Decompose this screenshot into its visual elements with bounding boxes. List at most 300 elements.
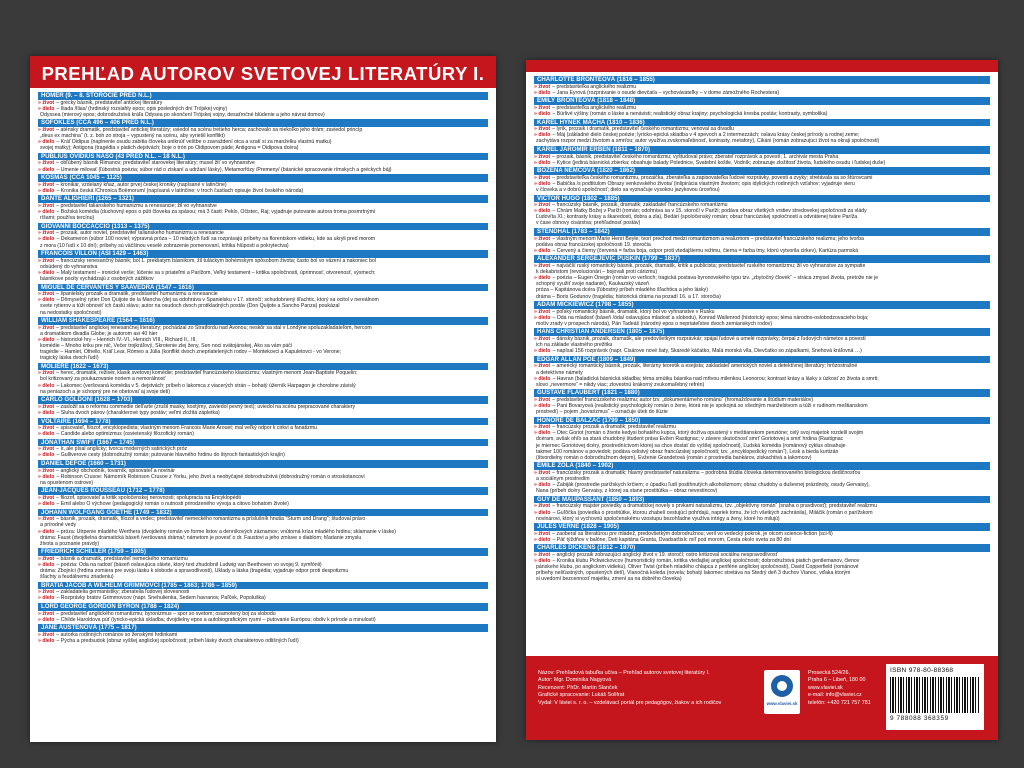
author-entry (534, 417, 990, 461)
line-text: básnikove pocity vychádzajú z osobných zážitkov (40, 276, 154, 283)
author-heading: ADAM MICKIEWICZ (1798 – 1855) (534, 301, 990, 309)
line-text: bol kritizovaný za poukazovanie noriem a nemorálnosť (40, 376, 166, 383)
line-text: „deus ex machina“ (t. z. boh zo stroja – vypustený na scénu, aby vyriešil konflikt) (40, 133, 225, 140)
line-text: – autorka rodinných románov so ženskými hrdinkami (56, 631, 178, 638)
address-line: Prosecká 524/26, (808, 670, 850, 676)
line-marker: » dielo (534, 558, 551, 565)
line-text: – Otec Goriot (román o živote kedysi bohatého kupca, ktorý dožíva opustený v meštianskom penzióne; celý svoj majetok rozdelil svojim (552, 430, 864, 437)
address-line: www.vlaviei.sk (808, 684, 843, 691)
line-text: slovo „nevermore“ = nikdy viac; zlovestnú krákorný zvukomaľebný refrén) (536, 381, 705, 388)
publisher-logo (764, 670, 800, 714)
line-text: – poľský romantický básnik, dramatik, ktorý bol vo vyhnanstve v Rusku (552, 308, 715, 315)
line-marker: » dielo (38, 528, 55, 535)
line-text: na nedostatky spoločnosti) (40, 309, 102, 316)
line-text: – Robinson Crusoe: Námorník Robinson Crusoe z Yorku, jeho život a neobyčajné dobrodružstvá (dobrodružný román o stroskotancovi (56, 473, 365, 480)
author-entry (534, 255, 990, 299)
line-text: Odyssea (mierový epos; dobrodružstvá kráľa Odysea po skončení Trójskej vojny, desaťročné blúdenie a jeho návrat domov) (40, 111, 325, 118)
line-text: – vlastným menom Marie Henri Beyle; tvorí prechod medzi romantizmom a realizmom – predstaviteľ francúzskeho realizmu; jeho tvorba (552, 235, 864, 242)
author-entry (38, 195, 488, 221)
entry-line (38, 188, 488, 194)
line-text: podáva obraz francúzskej spoločnosti 19. storočia (536, 241, 651, 248)
author-heading: EMILY BRONTËOVÁ (1818 – 1848) (534, 97, 990, 105)
line-text: života a poznanie pravdy) (40, 540, 100, 547)
line-text: – francúzsky prozaik a dramatik; hlavný predstaviteľ naturalizmu – podrobná štúdia človeka determinovaného biologickou dedičnosťou (552, 469, 861, 476)
line-marker: » život (38, 324, 55, 331)
footer-address (808, 670, 888, 707)
line-text: – francúzsky básnik, prozaik, dramatik; zakladateľ francúzskeho romantizmu (552, 202, 728, 209)
author-heading: FRANCOIS VILLON (ASI 1429 – 1463) (38, 250, 488, 258)
line-text: – kronikár, vzdelaný kňaz, autor prvej českej kroniky (napísané v latinčine) (56, 181, 227, 188)
line-text: – francúzsky prozaik a dramatik; predstaviteľ realizmu (552, 424, 676, 431)
line-text: – prozaik, básnik, predstaviteľ českého romantizmu; vyštudoval právo; zberateľ rozprávok a povestí; 1. archivár mesta Praha (552, 153, 839, 160)
line-marker: » život (534, 174, 551, 181)
right-entries (526, 72, 998, 656)
line-text: svojej matky); Antigona (tragédia v piatich dejstvách; boje o trón po Oidipovom páde; Antigona = Oidipova dcéra) (40, 145, 299, 152)
author-heading: CHARLOTTE BRONTËOVÁ (1816 – 1855) (534, 76, 990, 84)
author-heading: STENDHAL (1783 – 1842) (534, 228, 990, 236)
line-text: – Päť týždňov v balóne, Deti kapitána Granta, Dvadsaťtisíc míľ pod morom, Cesta okolo sveta za 80 dní (552, 536, 791, 543)
line-text: ríšami; používa tercínu) (40, 215, 95, 222)
line-marker: » život (38, 446, 55, 453)
line-text: Ľudovíta XI.; kontrasty krásy a škaredosti, dobra a zla), Bedári (spoločenský román; obraz francúzskej spoločnosti a odvrátenej tváre Paríža (536, 214, 858, 221)
line-text: – predstaviteľka českého romantizmu, prozaička, zberateľka a zapisovateľka ľudové rozprávky, povesti a zvyky; stretávala sa so štúrovcami (552, 174, 873, 181)
line-marker: » život (38, 403, 55, 410)
isbn: ISBN 978-80-88368 (890, 667, 954, 674)
entry-line (534, 488, 990, 494)
author-entry (38, 119, 488, 151)
entry-line (534, 294, 990, 300)
line-text: na peniazoch a je schopný pre ne obetovať aj svoje deti) (40, 388, 170, 395)
line-text: k dekabristom (revolucionári – bojovali proti cárizmu) (536, 269, 658, 276)
line-marker: » život (38, 467, 55, 474)
line-marker: » život (38, 516, 55, 523)
line-text: – predstaviteľ anglickej renesančnej literatúry; pochádzal zo Stratfordu nad Avonou; neskôr sa stal v Londýne spoluzakladateľom, hercom (56, 324, 372, 331)
author-heading: CHARLES DICKENS (1812 – 1870) (534, 544, 990, 552)
line-marker: » život (534, 235, 551, 242)
author-heading: KAREL HYNEK MÁCHA (1810 – 1836) (534, 119, 990, 127)
line-text: – anglický obchodník, tovarník, spisovateľ a novinár (56, 467, 176, 474)
line-marker: » dielo (38, 139, 55, 146)
line-text: a prírodné vedy (40, 522, 77, 529)
line-text: si uvedomí bezcennosť majetku, zmení sa na dobrého človeka) (536, 576, 682, 583)
author-heading: GIOVANNI BOCCACCIO (1313 – 1375) (38, 223, 488, 231)
footer-line: Grafické spracovanie: Lukáš Sollfrat (538, 692, 625, 699)
line-marker: » život (534, 424, 551, 431)
line-marker: » život (534, 104, 551, 111)
line-text: – zakladatelia germanistiky; zberatelia ľudovej slovesnosti (56, 589, 190, 596)
line-marker: » život (38, 126, 55, 133)
entry-line (534, 409, 990, 415)
author-entry (534, 462, 990, 494)
left-entries (30, 88, 496, 742)
line-marker: » dielo (534, 275, 551, 282)
line-text: – Chrám Matky Božej v Paríži (román; odohráva sa v 15. storočí v Paríži; podáva obraz všetkých vrstiev stredovekej spoločnosti za vlády (552, 208, 867, 215)
address-line: e-mail: info@vlaviei.cz (808, 692, 862, 699)
line-marker: » život (38, 555, 55, 562)
author-entry (38, 223, 488, 249)
author-entry (534, 167, 990, 193)
line-text: – Červený a čierny (červená = farba boja, odpor proti vtedajšiemu režimu, čierna = farba tmy, ktorú vytvorila cirkev), Kartúza parmská (552, 247, 858, 254)
author-entry (38, 174, 488, 194)
author-entry (534, 195, 990, 227)
line-marker: » život (38, 181, 55, 188)
line-text: – Malý testament – ironické verše; lúčenie sa s priateľmi a Parížom, Veľký testament – kritika spoločnosti, úprimnosť, otvorenosť, výsmech; (56, 269, 376, 276)
line-text: pánskeho klubu, po anglickom vidieku), Oliver Twist (príbeh mladého chlapca z periférie anglickej spoločnosti), David Copperfield (románové (536, 564, 859, 571)
line-text: prostredí) – pojem „bovarizmus“ – označuje útek do ilúzie (536, 409, 668, 416)
author-heading: EDGAR ALLAN POE (1809 – 1849) (534, 356, 990, 364)
author-heading: FRIEDRICH SCHILLER (1759 – 1805) (38, 548, 488, 556)
line-text: a sociálnym prostredím (536, 476, 590, 483)
entry-line (38, 355, 488, 361)
line-text: – Božská komédia (duchovný epos o púti človeka za spásou; má 3 časti: Peklo, Očistec, Raj; vyjadruje putovanie autora troma posmrtnými (56, 209, 376, 216)
line-marker: » dielo (534, 509, 551, 516)
line-text: na opustenom ostrove) (40, 479, 94, 486)
line-marker: » dielo (38, 473, 55, 480)
line-text: – Emil alebo O výchove (pedagogický román o nutnosti prirodzeného vývoja a citovo bohatom živote) (56, 501, 289, 508)
line-marker: » život (38, 425, 55, 432)
line-text: ich na základe vlastného prežitku (536, 342, 613, 349)
line-text: schopný využiť svoje nadanie), Kaukazský väzeň (536, 281, 649, 288)
author-heading: VOLTAIRE (1694 – 1778) (38, 418, 488, 426)
author-heading: WILLIAM SHAKESPEARE (1564 – 1616) (38, 317, 488, 325)
entry-line (38, 638, 488, 644)
line-text: motív zrady v prospech národa), Pán Tadeáš (národný epos o nepriateľstve dvoch zemianskych rodov) (536, 320, 773, 327)
line-text: – Óda na mladosť (báseň /óda/ oslavujúca mladosť a slobodu), Konrad Wallenrod (historický epos; téma národno-oslobodzovacieho boja; (552, 314, 869, 321)
line-text: – Kronika klubu Pickwickovcov (humoristický román, kritika vtedajšej anglickej spoločnosti; dobrodružstvá piatich gentlemanov, členov (552, 558, 860, 565)
author-entry (38, 603, 488, 623)
line-text: – Zabiják (prostredie parížskych krčiem; o úpadku ľudí postihnutých alkoholizmom; obraz chudoby a duševnej prázdnoty, osudy Gervaisy), (552, 482, 870, 489)
line-marker: » dielo (38, 236, 55, 243)
footer-line: Vydal: V láviei s. r. o. – vzdelávací portál pre pedagógov, žiakov a ich rodičov (538, 699, 722, 706)
line-text: próza – Kapitánova dcéra (ľúbostný príbeh mladého šľachtica a jeho lásky) (536, 287, 709, 294)
line-text: a detektívne námety (536, 369, 583, 376)
line-marker: » dielo (38, 595, 55, 602)
footer-line: Názov: Prehľadová tabuľka učiva – Prehľad autorov svetovej literatúry I. (538, 670, 710, 676)
entry-line (38, 167, 488, 173)
line-text: – Havran (baladická básnická skladba; téma smútku básnika nad mŕtvou milenkou Leonorou; kontrast krásy a lásky s úzkosť zo života a smrti; (552, 375, 879, 382)
line-text: novinárovi, ktorý si vychovnú spoločenskému vzostupu bezohľadne využíva intrigy a ženy, ktoré ho milujú) (536, 515, 780, 522)
author-heading: HANS CHRISTIAN ANDERSEN (1805 – 1875) (534, 328, 990, 336)
line-text: – grécky básnik, predstaviteľ antickej literatúry (56, 99, 163, 106)
entry-line (534, 248, 990, 254)
line-text: – predstaviteľ talianskeho humanizmu a renesancie; žil vo vyhnanstve (56, 203, 217, 209)
line-text: – predstaviteľ anglického romantizmu; byronizmus – spor so svetom; osamotený boj za slobodu (56, 610, 276, 617)
line-marker: » život (38, 99, 55, 106)
entry-line (534, 348, 990, 354)
line-marker: » život (38, 291, 55, 298)
line-text: – dánsky básnik, prozaik, dramatik, ale predovšetkým rozprávkár; spájal ľudové a umelé rozprávky; čerpal z ľudových námetov a povestí (552, 336, 866, 343)
author-entry (534, 544, 990, 582)
line-marker: » dielo (534, 482, 551, 489)
line-text: – Gulliverove cesty (dobrodružný román; putovanie hlavného hrdinu do štyroch fantastických krajín) (56, 452, 285, 459)
line-marker: » dielo (38, 105, 55, 112)
line-text: – zasložil sa o reformu commedie dell'arte (zrušil masky, kostýmy, zaviedol pevný text); uviedol na scénu prepracované charaktery (56, 403, 356, 410)
footer-info (538, 670, 756, 707)
line-text: – Pani Bovaryová (realistický psychologický román o žene, ktorá nie je spokojná so všedným manželstvom a túži v rudinom meštianskom (552, 403, 868, 409)
line-marker: » dielo (534, 89, 551, 96)
line-marker: » dielo (534, 159, 551, 166)
line-marker: » dielo (38, 297, 55, 304)
line-text: – prozaik, autor noviel, predstaviteľ talianskeho humanizmu a renesancie (56, 230, 224, 237)
author-heading: JULES VERNE (1828 – 1905) (534, 523, 990, 531)
author-heading: LORD GEORGE GORDON BYRON (1788 – 1824) (38, 603, 488, 611)
line-marker: » dielo (534, 375, 551, 382)
line-text: Nana (príbeh dcéry Gervaisy, z ktorej sa stane prostitútka – obraz nevestincov) (536, 488, 718, 495)
line-text: – Candide alebo optimizmus (osvietenský filozofický román) (56, 431, 194, 438)
line-text: – predstaviteľ francúzskeho realizmu; autor tzv. „dokumentárneho románu“ (hromaždovanie a štúdium materiálov) (552, 396, 814, 403)
line-marker: » život (534, 153, 551, 160)
line-text: zachytáva rozpor medzi životom a smrťou; autor využíva zvukomaľebnosť, kontrasty, metafory), Cikáni (román zobrazujúci život na okraji spoločnosti) (536, 138, 880, 145)
author-heading: ALEXANDER SERGEJEVIČ PUŠKIN (1799 – 1837) (534, 255, 990, 263)
line-marker: » dielo (534, 110, 551, 117)
line-text: – predstaviteľka anglického realizmu (552, 104, 637, 111)
line-text: – zaoberal sa literatúrou pre mládež, predovšetkým dobrodružnou; veril vo vedecký pokrok, je otcom science-fiction (sci-fi) (552, 530, 833, 537)
line-marker: » život (534, 126, 551, 133)
author-entry (38, 250, 488, 282)
author-entry (38, 439, 488, 459)
address-line: Praha 6 – Libeň, 180 00 (808, 677, 866, 684)
entry-line (38, 574, 488, 580)
line-text: komédie – Mnoho kriku pre nič, Večer trojkráľový, Skrotenie zlej ženy, Sen noci svätojánskej, Ako sa vám páči (40, 342, 292, 349)
line-marker: » dielo (38, 336, 55, 343)
page-title: PREHĽAD AUTOROV SVETOVEJ LITERATÚRY I. (30, 56, 496, 88)
line-text: – predstaviteľka anglického realizmu (552, 83, 637, 90)
line-text: – americký romantický básnik, prozaik, literárny teoretik a esejista; zakladateľ amerických noviel a detektívnej literatúry; hrôzostrašné (552, 363, 858, 370)
author-heading: HOMÉR (9. – 8. STOROČIE PRED N.L.) (38, 92, 488, 100)
line-text: takmer 100 románov a poviedok; podáva celistvý obraz francúzskej spoločnosti; tzv. „encyklopedický román“), Lesk a bieda kurtizán (536, 448, 839, 455)
entry-line (534, 138, 990, 144)
author-heading: VICTOR HUGO (1802 – 1885) (534, 195, 990, 203)
line-text: odsúdený do vyhnanstva (40, 263, 98, 270)
logo-web: www.vlaviei.sk (766, 701, 798, 706)
line-text: je miernec Goriotovej dcéry, prostredníctvom ktorej sa chce dostať do vyššej spoločnosti), Ľudská komédia (románový cyklus obsahuje (536, 442, 846, 449)
line-text: tragický láska dvoch ľudí) (40, 355, 99, 362)
author-heading: SOFOKLES (CCA 496 – 406 PRED N.L.) (38, 119, 488, 127)
line-text: (štvordielny román o dobrodružnom dejom), Evženie Grandetová (román z prostredia bankárov, ziskachtivá a lakomcov) (536, 454, 812, 461)
line-marker: » dielo (38, 561, 55, 568)
line-text: – najväčší ruský romantický básnik, prozaik, dramatik, kritik a publicista; predstaviteľ ruského romantizmu; žil vo vyhnanstve za sympatie (552, 263, 866, 270)
author-heading: JEAN-JACQUES ROUSSEAU (1712 – 1778) (38, 487, 488, 495)
line-marker: » dielo (534, 536, 551, 543)
line-text: dráma – Boris Godunov (tragédia; historická dráma na pozadí 16. a 17. storočia) (536, 293, 721, 300)
line-text: – Dômyselný rytier Don Quijote de la Mancha (dej sa odohráva v Španielsku v 17. storočí; schudobnený šľachtic, ktorý sa ocitol v nereálnom (56, 297, 379, 304)
line-marker: » dielo (38, 382, 55, 389)
line-text: – próza: Utrpenie mladého Werthera (dvojdielny román vo forme listov a denníkových záznamov; vnútorná kríza mladého hrdinu; sklamanie v láske) (56, 528, 396, 535)
line-marker: » dielo (38, 209, 55, 216)
entry-line (534, 537, 990, 543)
author-heading: GUY DE MAUPASSANT (1850 – 1893) (534, 496, 990, 504)
line-marker: » život (38, 495, 55, 502)
author-heading: BRATIA JACOB A WILHELM GRIMMOVCI (1785 – 1863; 1786 – 1859) (38, 582, 488, 590)
line-marker: » život (534, 363, 551, 370)
line-marker: » život (534, 336, 551, 343)
line-text: v čase obnovy cisárstva; prehľadnosť postáv) (536, 220, 641, 227)
author-heading: DANIEL DEFOE (1660 – 1731) (38, 460, 488, 468)
line-text: – Lakomec (veršovaná komédia v 5. dejstvách; príbeh o lakomca z viacerých strán – bohatý úžerník Harpagon je chorobne závislý (56, 382, 356, 389)
entry-line (38, 617, 488, 623)
author-heading: MOLIÉRE (1622 – 1673) (38, 363, 488, 371)
line-text: v človeka a v dobrú spoločnosť; dielo sa vyznačuje vysokou jazykovou úrovňou) (536, 187, 720, 193)
entry-line (38, 389, 488, 395)
line-marker: » život (534, 263, 551, 270)
entry-line (38, 215, 488, 221)
line-text: – historické hry – Henrich IV.-VI., Henrich VIII., Richard II., III. (56, 336, 197, 343)
author-entry (534, 496, 990, 522)
line-marker: » život (534, 396, 551, 403)
line-text: – Dekameron (súbor 100 noviel; výpravná próza – 10 mladých ľudí sa rozprávajú príbehy na florentskom vidieku, kde sa ukryli pred morom (56, 236, 376, 243)
line-text: – básnik a dramatik, predstaviteľ nemeckého romantizmu (56, 555, 188, 562)
line-marker: » dielo (534, 247, 551, 254)
line-text: – poézia: Óda na radosť (báseň oslavujúca slávte, ktorý text zhudobnil Ludwig van Beethoven vo svojej 9. symfónii) (56, 561, 322, 568)
line-text: – Childe Haroldova púť (lyricko-epická skladba; dvojdielny epos a autobiografickým rysmi – putovanie Európou; obdiv k prírode a minulosti) (56, 616, 376, 623)
entry-line (534, 516, 990, 522)
entry-line (38, 243, 488, 249)
line-text: – básnik, prozaik, dramatik, filozof a vedec; predstaviteľ nemeckého romantizmu a príslušník hnutia "Sturm und Drang"; študoval právo (56, 516, 366, 523)
entry-line (38, 112, 488, 118)
entry-line (38, 310, 488, 316)
author-entry (38, 487, 488, 507)
author-entry (38, 153, 488, 173)
line-text: – filozof, spisovateľ a kritik spoločenskej nerovnosti; spolupracia na Encyklopédii (56, 495, 241, 502)
footer-line: Recenzent: PhDr. Martin Slanček (538, 684, 618, 691)
line-text: – Rozprávky bratov Grimmovcov (napr. Snehulienka, Šedem havranov, Paľček, Popoluška) (56, 595, 266, 602)
line-text: z mora (10 ľudí x 10 dní); príbehy sú väčšinou veselé zobrazenie pomenovaní, kritika hlúposti a pokrytectva) (40, 242, 289, 249)
entry-line (38, 501, 488, 507)
author-entry (38, 418, 488, 438)
entry-line (38, 480, 488, 486)
line-text: – Umenie milovať (ľúbostná poézia; súbor rád o ziskaní a udržaní lásky), Metamorfózy /Premeny/ (básnické spracovanie rímskych a gréckych báj) (56, 166, 392, 173)
address-line: telefón: +420 721 757 781 (808, 699, 871, 706)
author-entry (534, 228, 990, 254)
line-text: – napísal 156 rozprávok (napr. Cisárove nové šaty, Škaredé káčatko, Malá morská víla, Dievčatko so zápalkami, Snehová kráľovná …) (552, 348, 862, 355)
line-text: – herec, dramatik, režisér, klasik svetovej komédie; predstaviteľ francúzskeho klasicizmu; vlastným menom Jean-Baptiste Poquelin; (56, 370, 358, 377)
author-heading: PUBLIUS OVIDIUS NASO (43 PRED N.L. – 18 N.L.) (38, 153, 488, 161)
line-text: – Babička /s podtitulom Obrazy venkovského života/ (inšpirácia vlastným životom; opis idylických rodinných vzťahov; vyjadruje vieru (552, 180, 855, 187)
barcode (890, 677, 980, 713)
entry-line (38, 541, 488, 547)
author-entry (38, 92, 488, 118)
author-entry (38, 317, 488, 361)
entry-line (534, 111, 990, 117)
line-marker: » život (534, 202, 551, 209)
line-text: a dramatikom divadla Globe; je autorom asi 40 hier (40, 330, 158, 337)
author-entry (38, 284, 488, 316)
author-heading: CARLO GOLDONI (1628 – 1703) (38, 396, 488, 404)
line-marker: » život (38, 589, 55, 596)
entry-line (38, 595, 488, 601)
line-marker: » život (534, 83, 551, 90)
line-marker: » život (38, 203, 55, 209)
author-entry (38, 363, 488, 395)
footer (526, 656, 998, 740)
author-entry (534, 97, 990, 117)
line-text: dráma: Zbojníci (hrdina zomiera pre svoju lásku k slobode a spravodlivosti), Úklady a láska (tragédia; vyjadruje odpor proti despotizmu (40, 568, 349, 575)
author-entry (38, 460, 488, 486)
line-text: – Sluha dvoch pánov (charakterové typy postáv; veľmi zložitá zápletka) (56, 409, 220, 416)
line-marker: » život (534, 503, 551, 510)
author-entry (534, 389, 990, 415)
entry-line (534, 160, 990, 166)
author-heading: HONORÉ DE BALZAC (1799 – 1850) (534, 417, 990, 425)
line-marker: » život (38, 257, 55, 264)
entry-line (38, 410, 488, 416)
line-text: – aténsky dramatik, predstaviteľ antickej literatúry; uviedol na scénu tretieho herca; zachovalo sa niekoľko jeho drám; zaviedol princíp (56, 126, 363, 133)
line-text: – poézia – Eugen Onegin (román vo veršoch; tragická postava byronovského typu tzv. „zbytočný človek“ – stráca zmysel života, pretože nie je (552, 275, 879, 282)
line-marker: » dielo (534, 348, 551, 355)
author-entry (534, 523, 990, 543)
line-text: – obľúbený básnik Rimanov; predstaviteľ starovekej literatúry; musel žiť vo vyhnanstve (56, 160, 255, 167)
line-text: – Búrlivé výšiny (román o láske a nenávisti; realistický obraz krajiny; psychologická kresba postáv; kontrasty, symbolika) (552, 110, 828, 117)
logo-icon (771, 675, 793, 697)
entry-line (38, 431, 488, 437)
line-text: – anglický prozaik zobrazujúci anglický život v 19. storočí; ostro kritizoval sociálnu nespravodlivosť (552, 552, 778, 559)
entry-line (534, 187, 990, 193)
author-entry (38, 624, 488, 644)
line-marker: » dielo (38, 638, 55, 644)
author-entry (38, 396, 488, 416)
line-text: – Kytice (jediná básnická zbierka; obsahuje balady Polednice, Svatební košile, Vodník; zobrazuje zložitosť života, ľudského osudu i ľudskej duše) (552, 159, 886, 166)
author-heading: MIGUEL DE CERVANTES Y SAAVEDRA (1547 – 1616) (38, 284, 488, 292)
line-text: – Pýcha a predsudok (obraz vyššej anglickej spoločnosti; príbeh lásky dvoch charakterovo odlišných ľudí) (56, 638, 299, 644)
top-band (526, 60, 998, 72)
line-marker: » život (38, 631, 55, 638)
line-text: šľachty a feudálnemu zriadeniu) (40, 574, 114, 581)
line-text: – španielsky prozaik a dramatik, predstaviteľ humanizmu a renesancie (56, 291, 218, 298)
author-heading: JOHANN WOLFGANG GOETHE (1749 – 1832) (38, 509, 488, 517)
line-marker: » dielo (38, 501, 55, 508)
line-text: dráma: Faust (dvojdielna dramatická báseň /veršovaná dráma/; námetom je povesť o dr. Faustovi a jeho zmluve s diablom; hľadanie zmyslu (40, 534, 362, 541)
line-text: – francúzsky renesančný básnik; bol 1. prekliatym básnikom, žil tuláckym bohémskym spôsobom života; často bol vo väzení a nakoniec bol (56, 257, 376, 264)
left-page (30, 56, 496, 742)
entry-line (534, 220, 990, 226)
author-entry (534, 119, 990, 145)
entry-line (38, 276, 488, 282)
line-text: príbehy nešťastných, opustených detí), Vianočná koleda (novela; bohatý lakomec stretáva na Štedrý deň 3 duchov Vianoc, vďaka ktorým (536, 570, 851, 577)
entry-line (38, 145, 488, 151)
line-marker: » dielo (38, 452, 55, 459)
footer-line: Autor: Mgr. Dominika Nagyová (538, 677, 612, 684)
entry-line (534, 382, 990, 388)
author-entry (38, 582, 488, 602)
line-text: – Máj (základné dielo českej poézie; lyricko-epická skladba v 4 spevoch a 2 intermezzách; oslava krásy českej prírody a rodnej zeme; (552, 132, 860, 139)
entry-line (534, 90, 990, 96)
line-marker: » život (534, 530, 551, 537)
line-marker: » dielo (38, 409, 55, 416)
line-marker: » dielo (38, 616, 55, 623)
line-marker: » dielo (534, 403, 551, 409)
author-entry (534, 76, 990, 96)
line-marker: » dielo (534, 132, 551, 139)
line-marker: » dielo (534, 180, 551, 187)
line-text: dcéram, avšak ohľo sa stará chudobný študent práva Evžen Rastignac; v závere skutočnosť smrť Goriotovej a smrť hrdina (Rastignac (536, 436, 844, 443)
author-entry (38, 509, 488, 547)
line-text: – Kronika česká /Chronica Boëmorum/ (napísaná v latinčine; v troch častiach opisuje život českého národa) (56, 187, 304, 194)
entry-line (38, 452, 488, 458)
author-heading: BOŽENA NĚMCOVÁ (1820 – 1862) (534, 167, 990, 175)
author-heading: KOSMAS (CCA 1045 – 1125) (38, 174, 488, 182)
line-marker: » dielo (534, 314, 551, 321)
author-heading: JONATHAN SWIFT (1667 – 1745) (38, 439, 488, 447)
line-marker: » život (38, 160, 55, 167)
line-marker: » dielo (38, 431, 55, 438)
line-text: tragédie – Hamlet, Othello, Kráľ Lear, Rómeo a Júlia (konflikt dvoch znepriatelených rodov – Montekovci a Kapuletovci - vo Verone; (40, 349, 342, 356)
author-entry (38, 548, 488, 580)
line-marker: » dielo (38, 187, 55, 194)
line-marker: » život (534, 469, 551, 476)
line-text: svete rytierov a túži obnoviť ich časlú slávu; autor na osudoch dvoch protikladných postáv (Don Quijote a Sancho Panza) poukázal (40, 303, 340, 310)
line-marker: » dielo (38, 166, 55, 173)
barcode-box (886, 664, 984, 730)
